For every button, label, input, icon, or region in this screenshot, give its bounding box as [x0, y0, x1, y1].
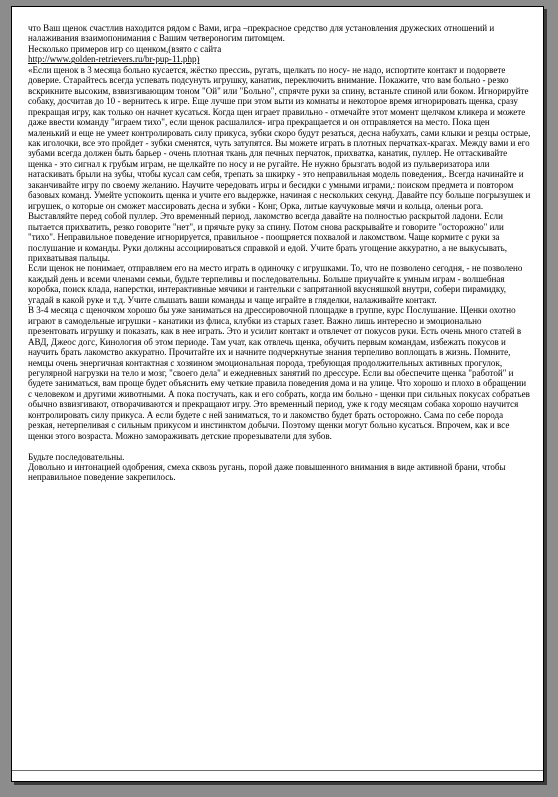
examples-intro: Несколько примеров игр со щенком,(взято с сайта — [28, 43, 222, 54]
paragraph-2: Если щенок не понимает, отправляем его на место играть в одиночку с игрушками. То, что не позволено сегодня, - не позволено каждый день и всеми членами семьи, будьте терпеливы и последовательны. Больше приучайте к умным играм - волшебная коробка, поиск клада, наперстки, интерактивные мячики и гантельки с запрятанной вкусняшкой внутри, собери пирамидку, угадай в какой руке и т.д. Учите слышать ваши команды и чаще играйте в гляделки, налаживайте контакт. — [28, 263, 523, 305]
blank-line — [28, 441, 531, 451]
page-bottom-divider — [12, 770, 543, 771]
paragraph-4: Будьте последовательны. — [28, 451, 125, 462]
intro-paragraph: что Ваш щенок счастлив находится рядом с Вами, игра –прекрасное средство для установления дружеских отношений и налаживания взаимопонимания с Вашим четвероногим питомцем. — [28, 23, 495, 44]
paragraph-5: Довольно и интонацией одобрения, смеха сквозь ругань, порой даже повышенного внимания в виде активной брани, чтобы неправильное поведение закрепилось. — [28, 462, 506, 483]
document-body — [28, 23, 531, 483]
document-page — [11, 6, 544, 782]
source-link[interactable]: http://www.golden-retrievers.ru/br-pup-11.php) — [28, 54, 200, 65]
quote-paragraph: «Если щенок в 3 месяца больно кусается, жёстко прессиь, ругать, щелкать по носу- не надо, испортите контакт и подорвете доверие. Старайтесь всегда успевать подсунуть игрушку, канатик, переключить внимание. Покажите, что вам больно - резко вскрикните высоким, взвизгивающим тоном "Ой" или "Больно", спрячте руки за спину, встаньте спиной или боком. Игнорируйте собаку, досчитав до 10 - вернитесь к игре. Еще лучше при этом выти из комнаты и некоторое время игнорировать щенка, сразу прекращая игру, как только он начнет кусаться. Когда щен играет правильно - отмечайте этот момент щелчком кликера и можете даже ввести команду "играем тихо", если щенок расшалился- игра прекращается и он отправляется на место. Пока щен маленький и еще не умеет контролировать силу прикуса, зубки скоро будут резаться, десна набухать, сами клыки и резцы острые, как иголочки, все это пройдет - зубки сменятся, чуть затупятся. Вы можете играть в плотных перчатках-крагах. Между вами и его зубами всегда должен быть барьер - очень плотная ткань для печных перчаток, прихватка, канатик, пуллер. Не оттаскивайте щенка - это сигнал к грубым играм, не щелкайте по носу и не ругайте. Не нужно брызгать водой из пульверизатора или натаскивать брыли на зубы, чтобы кусал сам себя, трепать за шкирку - это неправильная модель поведения,. Всегда начинайте и заканчивайте игру по своему желанию. Научите чередовать игры и бесидки с умными играми,: поиском предмета и повтором базовых команд. Умейте успокоить щенка и учите его выдержке, начиная с нескольких секунд. Давайте псу больше погрызушек и игрушек, о которые он сможет массировать десна и зубки - Конг, Орка, литые каучуковые мячи и кольца, оленьи рога. Выставляйте перед собой пуллер. Это временный период, лакомство всегда давайте на полностью раскрытой ладони. Если пытается прихватить, резко говорите "нет", и прячьте руку за спину. Потом снова раскрывайте и говорите "осторожно" или "тихо". Неправильное поведение игнорируется, правильное - поощряется похвалой и лакомством. Чаще кормите с руки за послушание и команды. Руки должны ассоциироваться справкой и едой. Учите брать угощение аккуратно, а не выкусывать, прихватывая пальцы. — [28, 64, 531, 263]
paragraph-3: В 3-4 месяца с щеночком хорошо бы уже заниматься на дрессировочной площадке в группе, курс Послушание. Щенки охотно играют в самодельные игрушки - канатики из флиса, клубки из старых газет. Важно лишь интересно и эмоционально презентовать игрушку и показать, как в нее играть. Это и усилит контакт и отвлечет от покусов руки. Есть очень много статей в АВД, Джеос догс, Кинология об этом периоде. Там учат, как отвлечь щенка, обучить первым командам, избежать покусов и научить брать лакомство аккуратно. Прочитайте их и начните подчеркнутые знания терпеливо воплощать в жизнь. Помните, немцы очень энергичная контактная с хозяином эмоциональная порода, требующая продолжительных активных прогулок, регулярной нагрузки на тело и мозг, "своего дела" и ежедневных занятий по дрессуре. Если вы обеспечите щенка "работой" и будете заниматься, вам проще будет объяснить ему четкие правила поведения дома и на улице. Что хорошо и плохо в обращении с человеком и другими животными. А пока постучать, как и его собрать, когда им больно - щенки при сильных покусах собратьев обычно взвизгивают, отворачиваются и прекращают игру. Это временный период, уже к году месяцам собака хорошо научится контролировать силу прикуса. А если будете с ней заниматься, то и лакомство будет брать осторожно. Сама по себе порода резкая, нетерпеливая с сильным прикусом и инстинктом добычи. Поэтому щенки могут больно кусаться. Впрочем, как и все щенки этого возраста. Можно замораживать детские прорезыватели для зубов. — [28, 305, 530, 441]
